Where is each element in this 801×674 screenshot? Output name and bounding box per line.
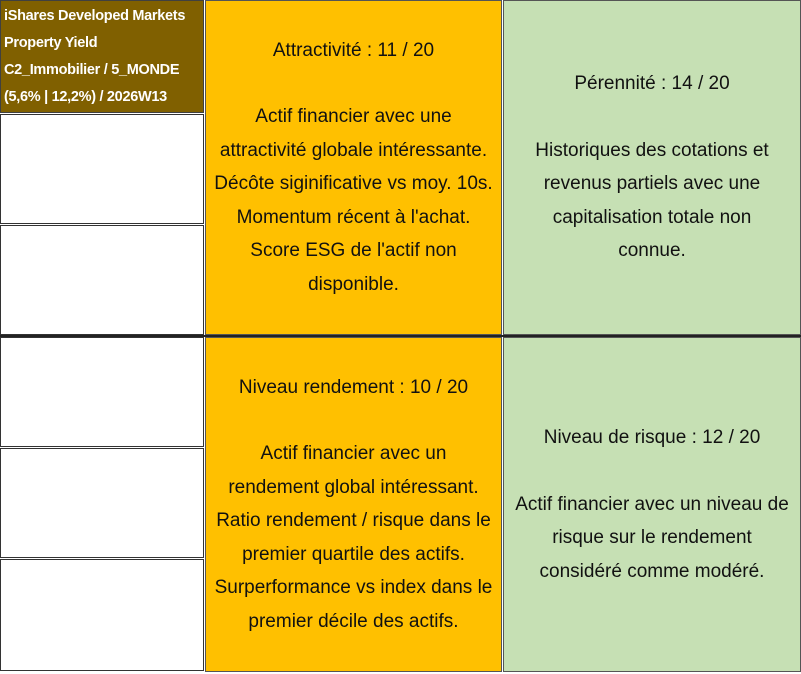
risque-description	[515, 488, 789, 589]
asset-name-line-2: Property Yield	[4, 35, 98, 51]
attractivite-line: Score ESG de l'actif non	[250, 240, 457, 262]
risque-line: Actif financier avec un niveau de	[515, 493, 789, 515]
rendement-line: premier quartile des actifs.	[242, 543, 465, 565]
risque-line: considéré comme modéré.	[539, 560, 765, 582]
asset-header	[0, 0, 204, 113]
rendement-line: rendement global intéressant.	[228, 476, 479, 498]
rendement-line: Ratio rendement / risque dans le	[216, 510, 491, 532]
attractivite-title: Attractivité : 11 / 20	[272, 39, 435, 61]
attractivite-line: Actif financier avec une	[255, 106, 452, 128]
risque-title: Niveau de risque : 12 / 20	[543, 427, 761, 448]
blank-cell-3	[0, 337, 204, 447]
attractivite-line: attractivité globale intéressante.	[219, 139, 488, 161]
attractivite-line: disponible.	[308, 273, 399, 295]
rendement-title: Niveau rendement : 10 / 20	[238, 376, 469, 398]
risque-card	[503, 337, 801, 672]
asset-category: C2_Immobilier / 5_MONDE	[4, 62, 180, 78]
perennite-line: revenus partiels avec une	[543, 173, 761, 195]
perennite-line: capitalisation totale non	[552, 206, 752, 228]
attractivite-line: Décôte siginificative vs moy. 10s.	[214, 173, 493, 195]
rendement-line: Actif financier avec un	[260, 443, 447, 465]
risque-line: risque sur le rendement	[552, 527, 752, 548]
attractivite-card	[205, 0, 502, 335]
blank-cell-4	[0, 448, 204, 558]
perennite-description	[535, 134, 768, 268]
blank-cell-2	[0, 225, 204, 335]
rendement-card	[205, 337, 502, 672]
rendement-line: Surperformance vs index dans le	[214, 577, 493, 599]
perennite-card	[503, 0, 801, 335]
blank-cell-1	[0, 114, 204, 224]
asset-stats-week: (5,6% | 12,2%) / 2026W13	[4, 89, 167, 105]
attractivite-line: Momentum récent à l'achat.	[236, 206, 471, 228]
blank-cell-5	[0, 559, 204, 671]
rendement-description	[215, 437, 493, 638]
rendement-line: premier décile des actifs.	[248, 610, 459, 632]
attractivite-description	[214, 100, 492, 301]
perennite-line: connue.	[618, 240, 686, 262]
asset-name-line-1: iShares Developed Markets	[4, 8, 186, 24]
perennite-line: Historiques des cotations et	[535, 139, 769, 161]
perennite-title: Pérennité : 14 / 20	[574, 73, 730, 95]
